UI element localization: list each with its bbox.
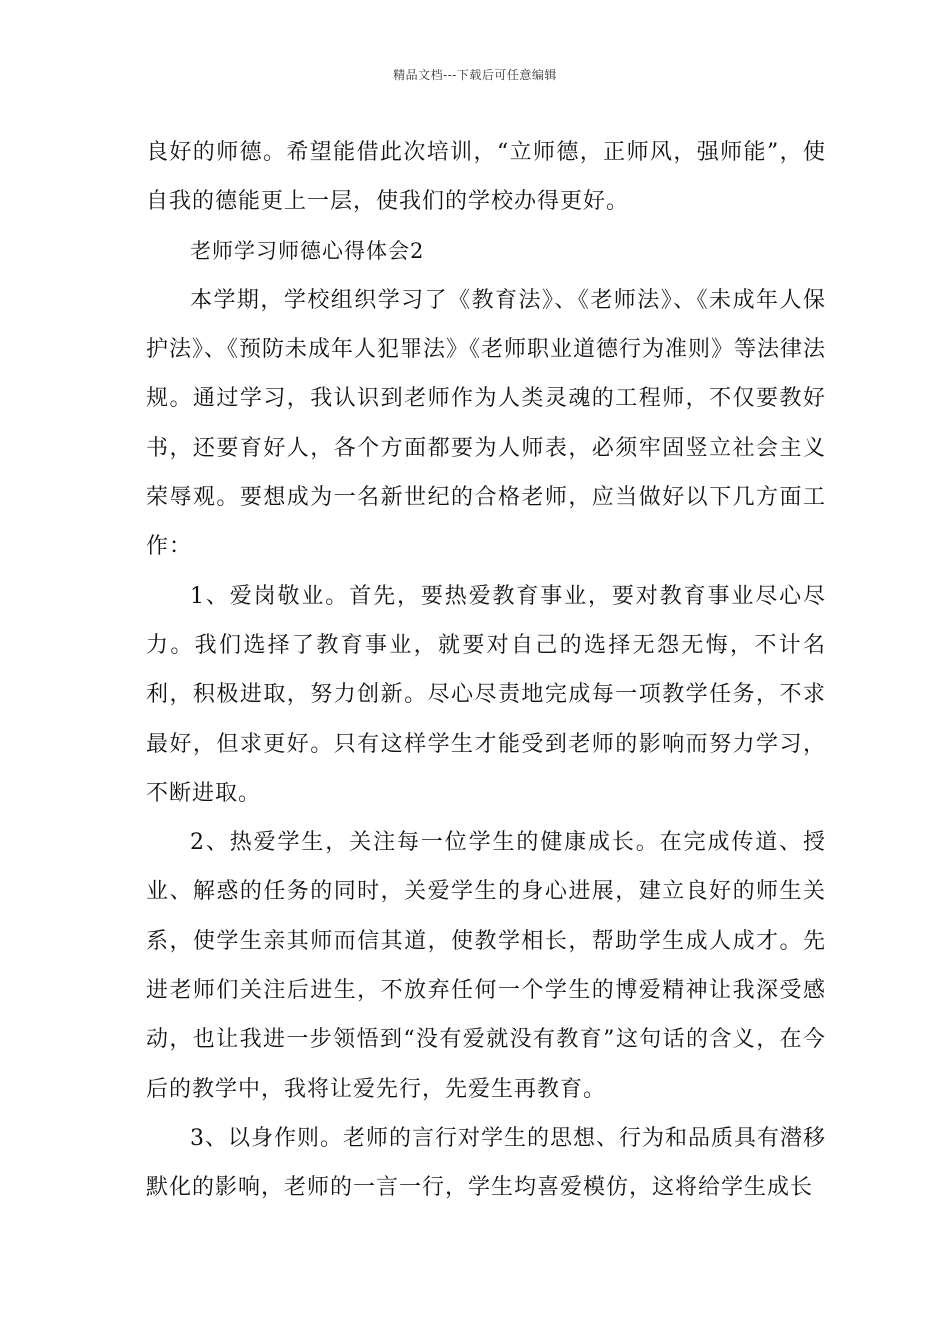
section-title: 老师学习师德心得体会2	[190, 238, 425, 263]
page-header: 精品文档---下载后可任意编辑	[393, 68, 557, 82]
paragraph-item-1: 1、爱岗敬业。首先，要热爱教育事业，要对教育事业尽心尽力。我们选择了教育事业，就要对自己的选择无怨无悔，不计名利，积极进取，努力创新。尽心尽责地完成每一项教学任务，不求最好，但求更好。只有这样学生才能受到老师的影响而努力学习，不断进取。	[146, 583, 826, 806]
document-body	[146, 128, 826, 1213]
paragraph-item-2: 2、热爱学生，关注每一位学生的健康成长。在完成传道、授业、解惑的任务的同时，关爱学生的身心进展，建立良好的师生关系，使学生亲其师而信其道，使教学相长，帮助学生成人成才。先进老师们关注后进生，不放弃任何一个学生的博爱精神让我深受感动，也让我进一步领悟到“没有爱就没有教育”这句话的含义，在今后的教学中，我将让爱先行，先爱生再教育。	[146, 830, 826, 1102]
paragraph-intro: 本学期，学校组织学习了《教育法》、《老师法》、《未成年人保护法》、《预防未成年人犯罪法》《老师职业道德行为准则》等法律法规。通过学习，我认识到老师作为人类灵魂的工程师，不仅要教好书，还要育好人，各个方面都要为人师表，必须牢固竖立社会主义荣辱观。要想成为一名新世纪的合格老师，应当做好以下几方面工作：	[146, 287, 827, 560]
paragraph-item-3: 3、以身作则。老师的言行对学生的思想、行为和品质具有潜移默化的影响，老师的一言一行，学生均喜爱模仿，这将给学生成长	[146, 1125, 826, 1201]
paragraph-continued: 良好的师德。希望能借此次培训，“立师德，正师风，强师能”，使自我的德能更上一层，使我们的学校办得更好。	[146, 140, 826, 215]
